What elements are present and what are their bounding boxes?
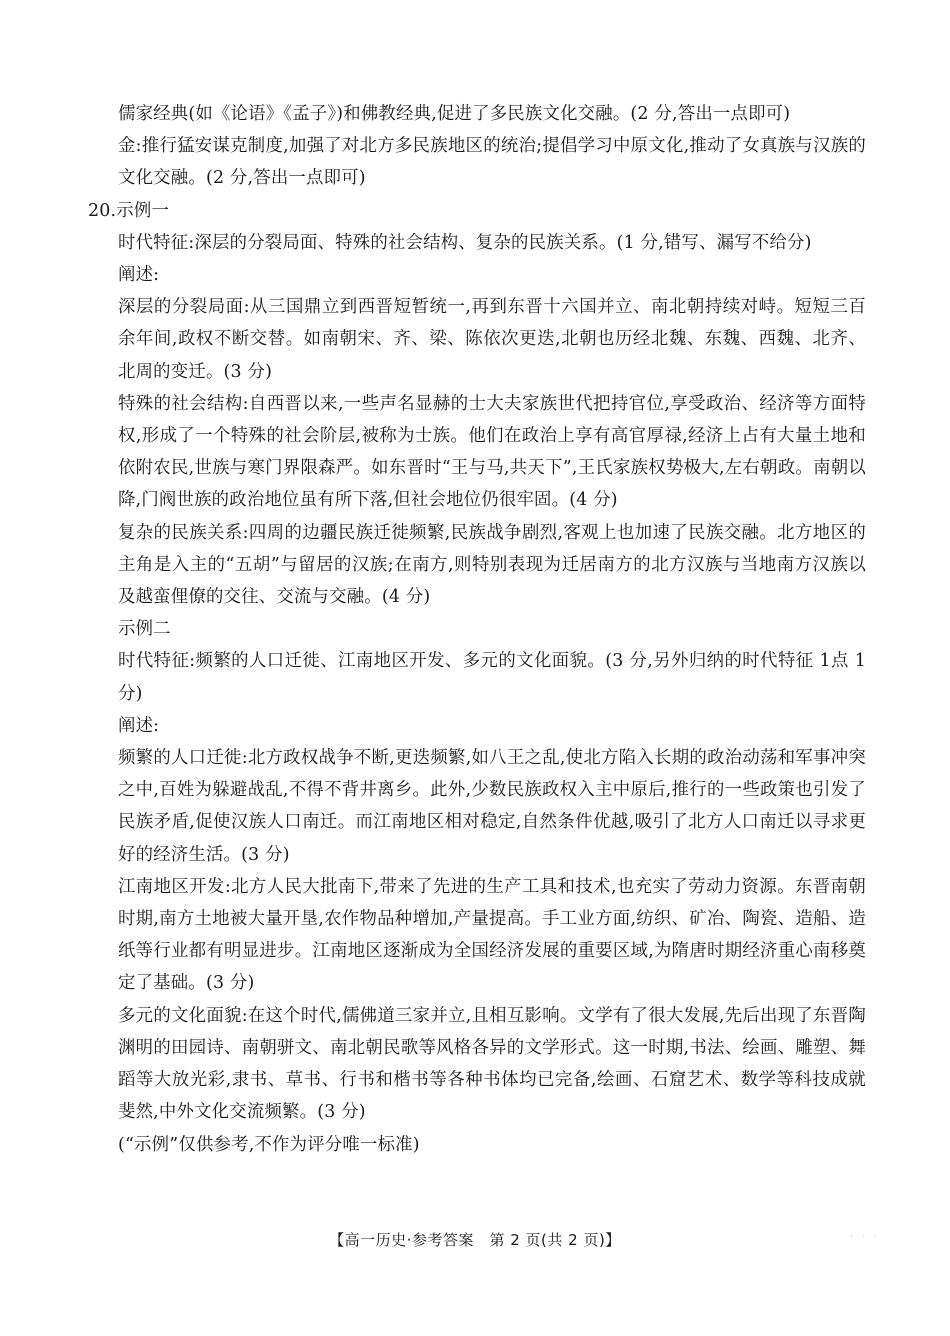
example-1-paragraph-ethnic-relations: 复杂的民族关系:四周的边疆民族迁徙频繁,民族战争剧烈,客观上也加速了民族交融。北方地区的主角是入主的“五胡”与留居的汉族;在南方,则特别表现为迁居南方的北方汉族与当地南方汉族以及越蛮俚僚的交往、交流与交融。(4 分) [118,522,866,608]
example-2-paragraph-culture: 多元的文化面貌:在这个时代,儒佛道三家并立,且相互影响。文学有了很大发展,先后出现了东晋陶渊明的田园诗、南朝骈文、南北朝民歌等风格各异的文学形式。这一时期,书法、绘画、雕塑、舞蹈等大放光彩,隶书、草书、行书和楷书等各种书体均已完备,绘画、石窟艺术、数学等科技成就斐然,中外文化交流频繁。(3 分) [118,1005,866,1123]
example-1-explain-label: 阐述: [118,265,160,286]
example-1-paragraph-division: 深层的分裂局面:从三国鼎立到西晋短暂统一,再到东晋十六国并立、南北朝持续对峙。短短三百余年间,政权不断交替。如南朝宋、齐、梁、陈依次更迭,北朝也历经北魏、东魏、西魏、北齐、北周的变迁。(3 分) [118,297,866,382]
answer-content [88,98,866,1161]
jin-answer: 金:推行猛安谋克制度,加强了对北方多民族地区的统治;提倡学习中原文化,推动了女真族与汉族的文化交融。(2 分,答出一点即可) [118,136,866,189]
page-footer: 【高一历史·参考答案 第 2 页(共 2 页)】 [329,1231,621,1249]
prev-answer-line: 儒家经典(如《论语》《孟子》)和佛教经典,促进了多民族文化交融。(2 分,答出一点即可) [118,104,791,124]
example-2-paragraph-jiangnan: 江南地区开发:北方人民大批南下,带来了先进的生产工具和技术,也充实了劳动力资源。东晋南朝时期,南方土地被大量开垦,农作物品种增加,产量提高。手工业方面,纺织、矿冶、陶瓷、造船、造纸等行业都有明显进步。江南地区逐渐成为全国经济发展的重要区域,为隋唐时期经济重心南移奠定了基础。(3 分) [118,876,866,994]
example-2-label: 示例二 [118,619,171,640]
example-2-feature: 时代特征:频繁的人口迁徙、江南地区开发、多元的文化面貌。(3 分,另外归纳的时代特征 1点 1 分) [118,651,866,704]
example-1-paragraph-social-structure: 特殊的社会结构:自西晋以来,一些声名显赫的士大夫家族世代把持官位,享受政治、经济等方面特权,形成了一个特殊的社会阶层,被称为士族。他们在政治上享有高官厚禄,经济上占有大量土地和依附农民,世族与寒门界限森严。如东晋时“王与马,共天下”,王氏家族权势极大,左右朝政。南朝以降,门阀世族的政治地位虽有所下落,但社会地位仍很牢固。(4 分) [118,393,866,511]
example-2-explain-label: 阐述: [118,715,160,736]
reference-note: (“示例”仅供参考,不作为评分唯一标准) [118,1134,420,1155]
example-1-feature: 时代特征:深层的分裂局面、特殊的社会结构、复杂的民族关系。(1 分,错写、漏写不给分) [118,232,812,253]
corner-mark: · · · [850,1232,880,1242]
question-20-label: 20.示例一 [88,200,170,221]
example-2-paragraph-migration: 频繁的人口迁徙:北方政权战争不断,更迭频繁,如八王之乱,使北方陷入长期的政治动荡和军事冲突之中,百姓为躲避战乱,不得不背井离乡。此外,少数民族政权入主中原后,推行的一些政策也引发了民族矛盾,促使汉族人口南迁。而江南地区相对稳定,自然条件优越,吸引了北方人口南迁以寻求更好的经济生活。(3 分) [118,748,866,865]
